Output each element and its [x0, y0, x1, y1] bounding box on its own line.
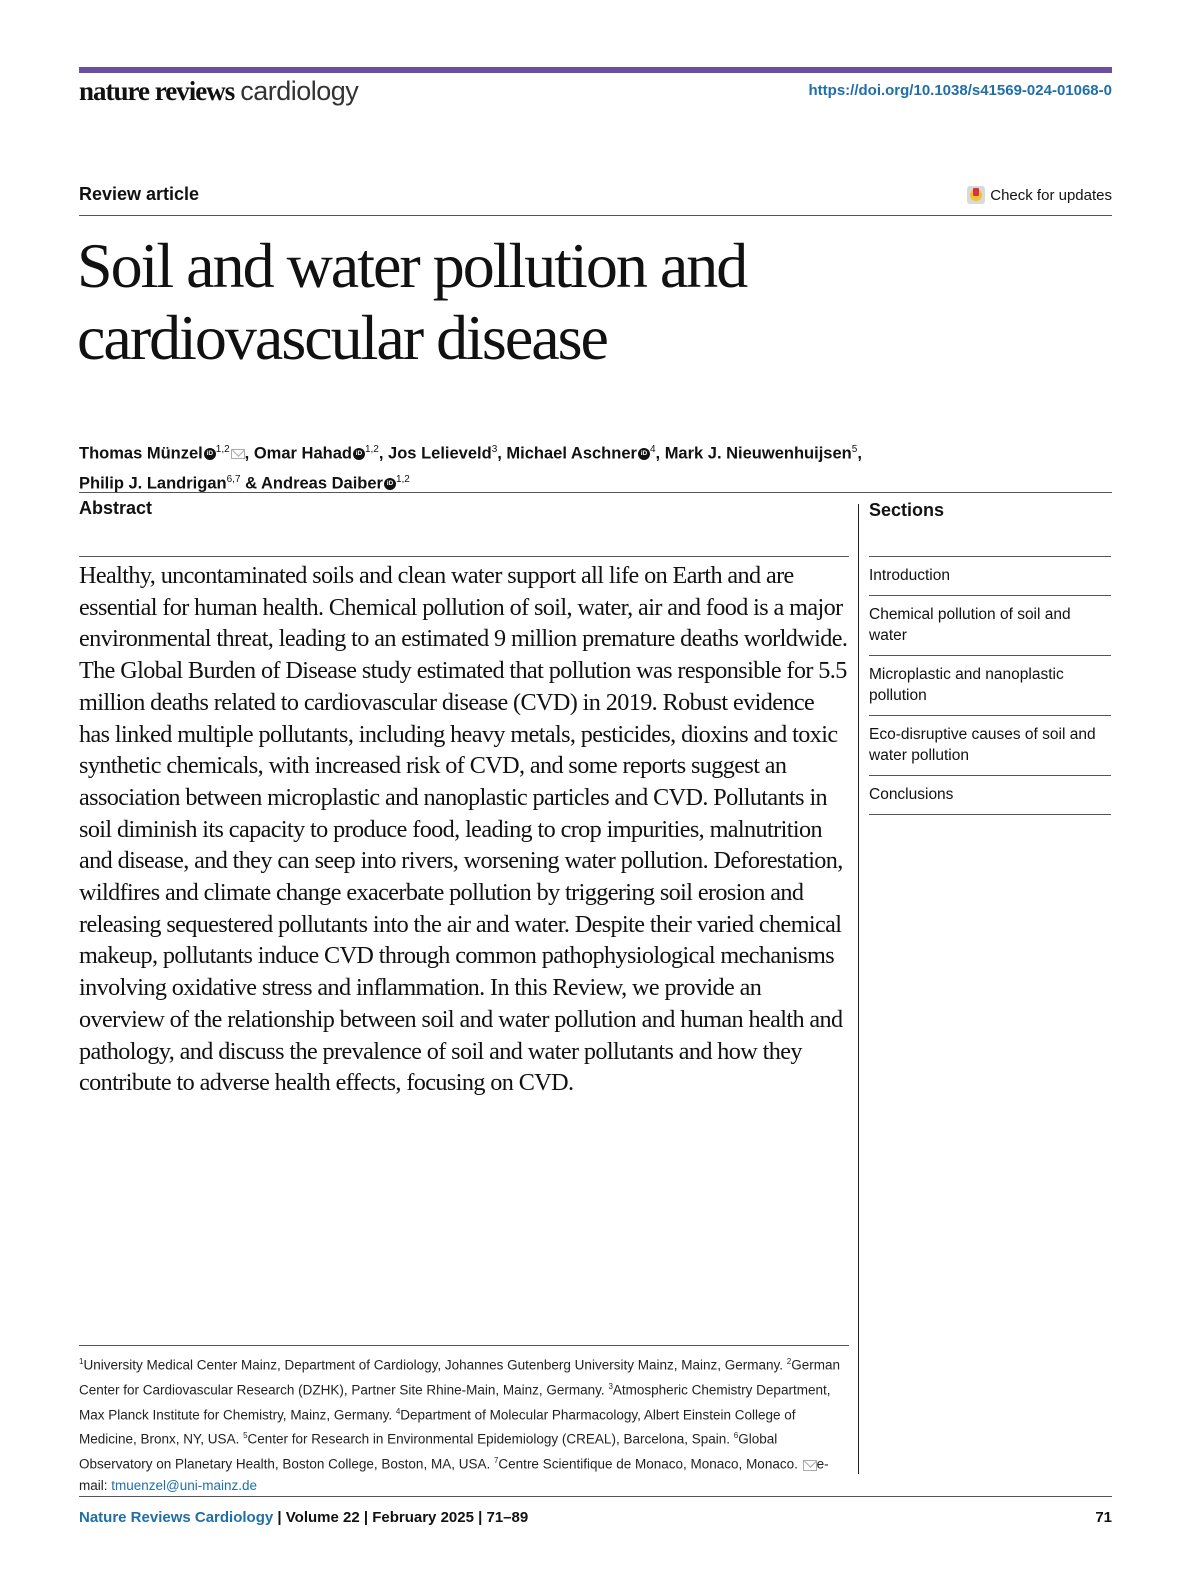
- footer-journal[interactable]: Nature Reviews Cardiology: [79, 1509, 274, 1526]
- journal-logo-bold: nature reviews: [79, 76, 235, 106]
- affiliation-number: 5: [243, 1431, 248, 1441]
- affiliation-text: Department of Molecular Pharmacology, Albert Einstein College of Medicine, Bronx, NY, USA.: [79, 1407, 796, 1447]
- orcid-icon[interactable]: iD: [638, 448, 650, 460]
- page-number: 71: [1095, 1509, 1112, 1526]
- affiliation-text: German Center for Cardiovascular Research (DZHK), Partner Site Rhine-Main, Mainz, Germany.: [79, 1357, 840, 1398]
- author-name[interactable]: Andreas Daiber: [261, 474, 383, 492]
- journal-logo-light: cardiology: [240, 76, 359, 106]
- check-for-updates-label: Check for updates: [990, 186, 1112, 204]
- author-separator: ,: [244, 444, 254, 463]
- author-affiliation-sup: 1,2: [364, 444, 379, 455]
- affiliation-number: 4: [395, 1406, 401, 1416]
- section-link-conclusions[interactable]: Conclusions: [869, 776, 1111, 815]
- divider: [79, 492, 1112, 493]
- article-type: Review article: [79, 184, 200, 204]
- divider: [79, 1345, 849, 1346]
- divider: [79, 215, 1112, 216]
- abstract-heading: Abstract: [79, 498, 153, 518]
- author-affiliation-sup: 1,2: [215, 444, 230, 455]
- author-affiliation-sup: 4: [649, 444, 656, 455]
- section-link-introduction[interactable]: Introduction: [869, 557, 1111, 596]
- section-link-microplastic[interactable]: Microplastic and nanoplastic pollution: [869, 656, 1111, 716]
- author-separator: &: [240, 474, 261, 492]
- affiliation-number: 1: [79, 1357, 84, 1366]
- author-name[interactable]: Omar Hahad: [253, 444, 352, 463]
- mail-icon: [803, 1460, 817, 1471]
- abstract-text: Healthy, uncontaminated soils and clean water support all life on Earth and are essential for human health. Chemical pollution of soil, water, air and food is a major environmental threat, leading to an estimated 9 million premature deaths worldwide. The Global Burden of Disease study estimated that pollution was responsible for 5.5 million deaths related to cardiovascular disease (CVD) in 2019. Robust evidence has linked multiple pollutants, including heavy metals, pesticides, dioxins and toxic synthetic chemicals, with increased risk of CVD, and some reports suggest an association between microplastic and nanoplastic particles and CVD. Pollutants in soil diminish its capacity to produce food, leading to crop impurities, malnutrition and disease, and they can seep into rivers, worsening water pollution. Deforestation, wildfires and climate change exacerbate pollution by triggering soil erosion and releasing sequestered pollutants into the air and water. Despite their varied chemical makeup, pollutants induce CVD through common pathophysiological mechanisms involving oxidative stress and inflammation. In this Review, we provide an overview of the relationship between soil and water pollution and human health and pathology, and discuss the prevalence of soil and water pollutants and how they contribute to adverse health effects, focusing on CVD.: [79, 562, 848, 1097]
- author-separator: ,: [655, 444, 665, 463]
- orcid-icon[interactable]: iD: [204, 448, 216, 460]
- author-affiliation-sup: 1,2: [395, 473, 410, 485]
- author-name[interactable]: Jos Lelieveld: [388, 444, 492, 463]
- email-label: e-mail:: [79, 1456, 829, 1493]
- author-separator: ,: [378, 444, 389, 463]
- author-affiliation-sup: 6,7: [226, 473, 241, 485]
- crossmark-icon: [967, 186, 985, 204]
- column-divider: [858, 504, 859, 1474]
- check-for-updates-button[interactable]: [967, 186, 1112, 204]
- affiliation-number: 2: [786, 1357, 792, 1366]
- author-separator: ,: [857, 444, 862, 463]
- affiliation-text: Atmospheric Chemistry Department, Max Planck Institute for Chemistry, Mainz, Germany.: [79, 1382, 831, 1423]
- author-affiliation-sup: 5: [851, 444, 858, 455]
- author-affiliation-sup: 3: [491, 444, 498, 455]
- orcid-icon[interactable]: iD: [384, 478, 396, 490]
- divider: [79, 1496, 1112, 1497]
- author-name[interactable]: Michael Aschner: [506, 444, 637, 463]
- author-name[interactable]: Mark J. Nieuwenhuijsen: [664, 444, 852, 463]
- affiliation-number: 3: [608, 1381, 613, 1391]
- mail-icon[interactable]: [231, 449, 245, 459]
- affiliations: [79, 1351, 849, 1496]
- footer-details: | Volume 22 | February 2025 | 71–89: [273, 1509, 529, 1526]
- affiliation-number: 6: [733, 1431, 739, 1441]
- author-list: [79, 437, 1119, 496]
- orcid-icon[interactable]: iD: [353, 448, 365, 460]
- sections-nav: [869, 556, 1111, 815]
- footer-citation: [79, 1509, 528, 1526]
- author-separator: ,: [497, 444, 507, 463]
- author-name[interactable]: Thomas Münzel: [79, 444, 203, 463]
- article-title: Soil and water pollution and cardiovascular disease: [77, 230, 747, 373]
- affiliation-text: Global Observatory on Planetary Health, Boston College, Boston, MA, USA.: [79, 1431, 778, 1472]
- sections-heading: Sections: [869, 500, 945, 520]
- divider: [79, 556, 849, 557]
- affiliation-text: Center for Research in Environmental Epidemiology (CREAL), Barcelona, Spain.: [247, 1431, 734, 1447]
- affiliation-number: 7: [493, 1456, 499, 1466]
- section-link-chemical-pollution[interactable]: Chemical pollution of soil and water: [869, 596, 1111, 656]
- doi-link[interactable]: https://doi.org/10.1038/s41569-024-01068-0: [808, 82, 1112, 99]
- affiliation-text: University Medical Center Mainz, Department of Cardiology, Johannes Gutenberg University Mainz, Mainz, Germany.: [83, 1357, 787, 1373]
- section-link-eco-disruptive[interactable]: Eco-disruptive causes of soil and water pollution: [869, 716, 1111, 776]
- email-link[interactable]: tmuenzel@uni-mainz.de: [111, 1477, 258, 1493]
- affiliation-text: Centre Scientifique de Monaco, Monaco, Monaco.: [498, 1456, 802, 1472]
- journal-logo: [79, 76, 358, 107]
- author-name[interactable]: Philip J. Landrigan: [79, 474, 227, 492]
- journal-accent-bar: [79, 67, 1112, 73]
